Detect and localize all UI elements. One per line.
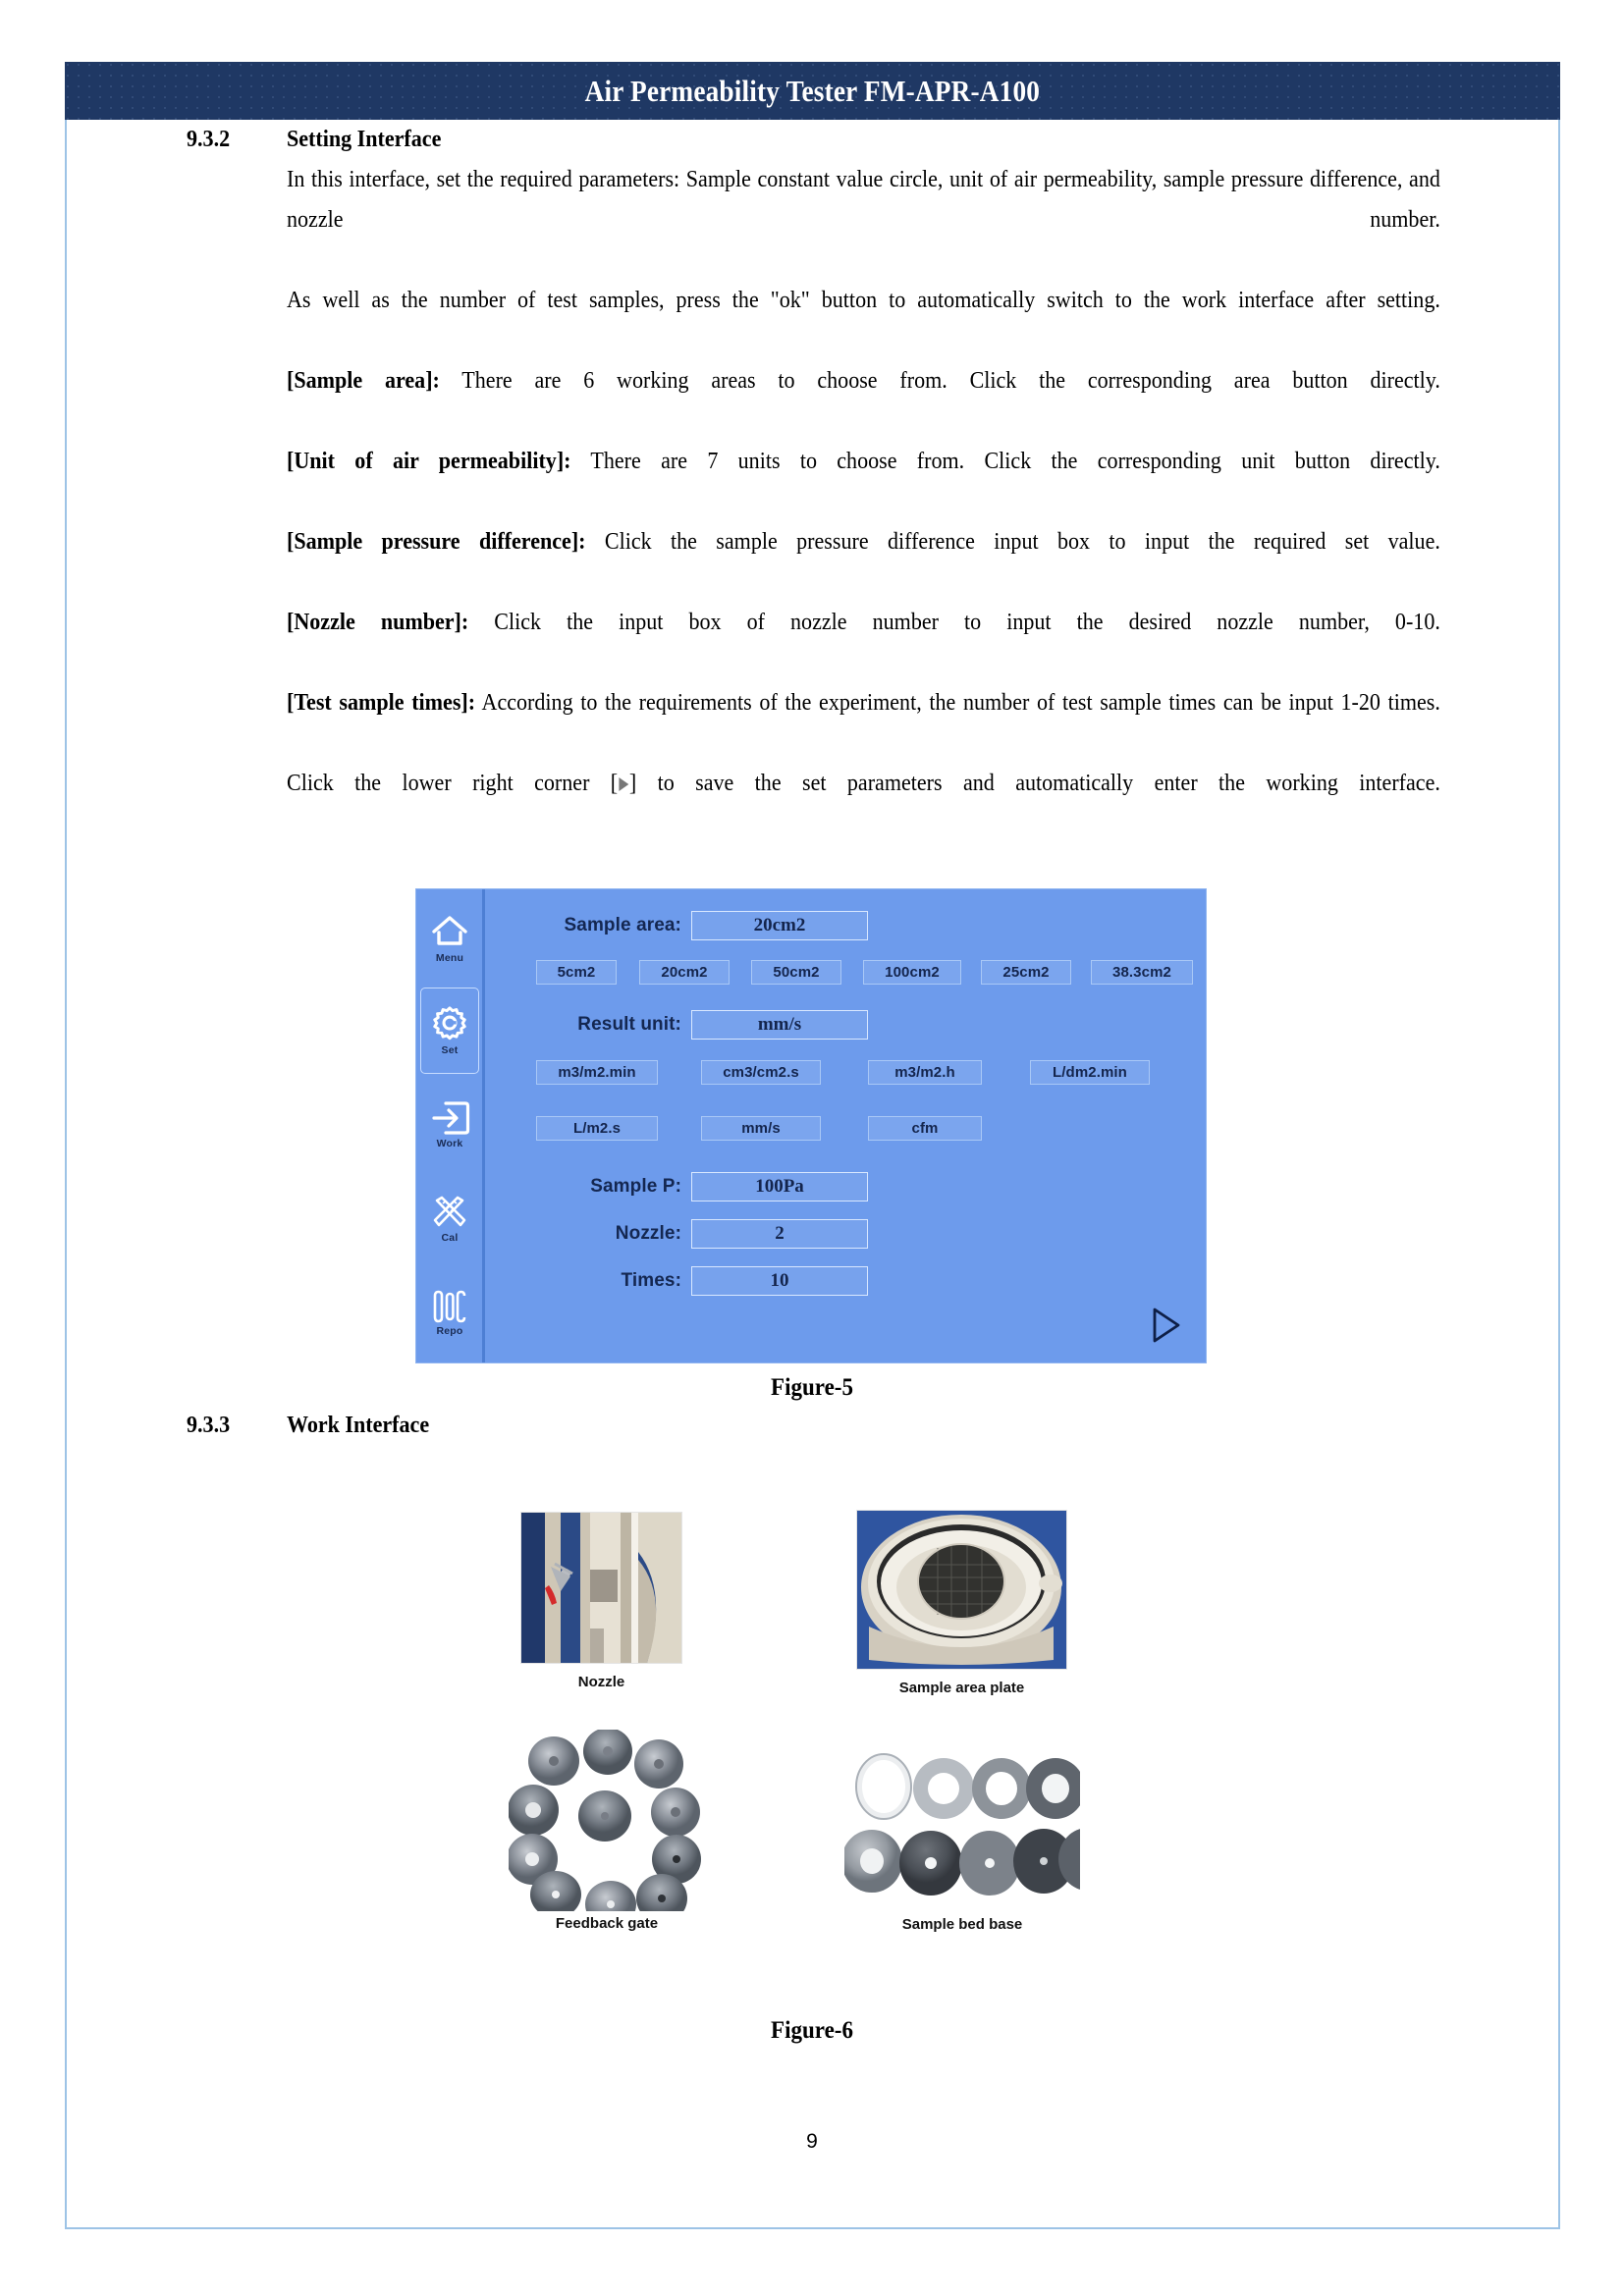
paragraph-sample-area — [287, 360, 1440, 441]
home-icon — [430, 913, 469, 950]
nozzle-row — [485, 1219, 976, 1249]
photo-nozzle-image — [520, 1512, 682, 1664]
page-header-banner — [65, 62, 1560, 120]
term-test-sample-times: [Test sample times]: — [287, 689, 476, 716]
paragraph-ok-button: As well as the number of test samples, press the "ok" button to automatically switch to the work interface after setting. — [287, 287, 1440, 313]
term-unit-air-permeability: [Unit of air permeability]: — [287, 448, 571, 474]
sidebar-label-repo: Repo — [436, 1325, 463, 1337]
photo-feedback-gate — [509, 1730, 705, 1932]
enter-work-interface-button[interactable] — [1143, 1306, 1188, 1349]
paragraph-test-sample-times — [287, 682, 1440, 763]
sample-pressure-row — [485, 1172, 976, 1201]
nozzle-label: Nozzle: — [615, 1223, 681, 1244]
device-sidebar — [416, 889, 485, 1362]
figure-6-caption: Figure-6 — [771, 2017, 853, 2044]
play-triangle-icon — [619, 777, 628, 791]
page-number: 9 — [806, 2130, 818, 2153]
sidebar-label-cal: Cal — [441, 1232, 459, 1244]
sample-pressure-label: Sample P: — [590, 1176, 681, 1197]
term-nozzle-number: [Nozzle number]: — [287, 609, 469, 635]
section-title: Setting Interface — [287, 126, 442, 152]
photo-sample-bed-base-caption: Sample bed base — [901, 1916, 1023, 1933]
sample-area-option-20cm2[interactable]: 20cm2 — [639, 960, 730, 985]
section-title: Work Interface — [287, 1412, 430, 1438]
save-text-pre: Click the lower right corner [ — [287, 770, 619, 796]
nozzle-value[interactable]: 2 — [691, 1219, 868, 1249]
term-test-sample-times-text: According to the requirements of the experiment, the number of test sample times can be input 1-20 times. — [475, 689, 1440, 716]
unit-option-cm3-cm2-s[interactable]: cm3/cm2.s — [701, 1060, 821, 1085]
sample-area-option-5cm2[interactable]: 5cm2 — [536, 960, 617, 985]
device-setting-interface-screenshot — [415, 888, 1207, 1363]
times-row — [485, 1266, 976, 1296]
sidebar-item-cal[interactable] — [420, 1176, 479, 1262]
unit-option-l-m2-s[interactable]: L/m2.s — [536, 1116, 658, 1141]
photo-sample-bed-base — [844, 1745, 1080, 1933]
term-sample-area: [Sample area]: — [287, 367, 440, 394]
sample-area-value[interactable]: 20cm2 — [691, 911, 868, 940]
sample-area-option-50cm2[interactable]: 50cm2 — [751, 960, 841, 985]
photo-feedback-gate-image — [509, 1730, 705, 1911]
sidebar-item-repo[interactable] — [420, 1270, 479, 1357]
term-sample-area-text: There are 6 working areas to choose from. Click the corresponding area button directly. — [439, 367, 1440, 394]
crossed-pen-ruler-icon — [430, 1195, 469, 1230]
unit-option-l-dm2-min[interactable]: L/dm2.min — [1030, 1060, 1150, 1085]
sidebar-label-menu: Menu — [435, 952, 464, 964]
photo-sample-bed-base-image — [844, 1745, 1080, 1912]
term-sample-pressure-difference-text: Click the sample pressure difference input box to input the required set value. — [585, 528, 1440, 555]
photo-feedback-gate-caption: Feedback gate — [555, 1915, 659, 1932]
sample-area-label: Sample area: — [564, 915, 681, 935]
photo-sample-area-plate-caption: Sample area plate — [898, 1680, 1025, 1696]
unit-option-m3-m2-min[interactable]: m3/m2.min — [536, 1060, 658, 1085]
sample-area-option-100cm2[interactable]: 100cm2 — [863, 960, 961, 985]
sample-area-option-38-3cm2[interactable]: 38.3cm2 — [1091, 960, 1193, 985]
sample-area-row — [485, 911, 976, 940]
result-unit-label: Result unit: — [577, 1014, 681, 1035]
photo-sample-area-plate-image — [856, 1510, 1067, 1670]
term-unit-air-permeability-text: There are 7 units to choose from. Click the corresponding unit button directly. — [570, 448, 1440, 474]
gear-icon — [430, 1005, 469, 1042]
term-sample-pressure-difference: [Sample pressure difference]: — [287, 528, 586, 555]
sample-area-option-25cm2[interactable]: 25cm2 — [981, 960, 1071, 985]
document-body — [0, 120, 1624, 843]
paragraph-save-and-enter — [287, 763, 1440, 843]
sidebar-item-menu[interactable] — [420, 895, 479, 982]
section-prose — [287, 159, 1440, 843]
bar-chart-icon — [429, 1290, 470, 1323]
paragraph-intro: In this interface, set the required parameters: Sample constant value circle, unit of air permeability, sample pressure difference, and nozzle number. — [287, 166, 1440, 233]
result-unit-value[interactable]: mm/s — [691, 1010, 868, 1040]
section-heading-9-3-3 — [0, 1406, 445, 1445]
sidebar-label-set: Set — [441, 1044, 459, 1056]
term-nozzle-number-text: Click the input box of nozzle number to input the desired nozzle number, 0-10. — [468, 609, 1440, 635]
paragraph-sample-pressure-difference — [287, 521, 1440, 602]
paragraph-nozzle-number — [287, 602, 1440, 682]
times-value[interactable]: 10 — [691, 1266, 868, 1296]
photo-nozzle — [520, 1512, 682, 1690]
page-title: Air Permeability Tester FM-APR-A100 — [584, 73, 1041, 108]
arrow-into-box-icon — [429, 1100, 470, 1136]
result-unit-row — [485, 1010, 976, 1040]
device-settings-form — [485, 889, 1206, 1362]
paragraph-unit-of-air-permeability — [287, 441, 1440, 521]
times-label: Times: — [621, 1270, 681, 1291]
unit-option-mm-s[interactable]: mm/s — [701, 1116, 821, 1141]
unit-option-cfm[interactable]: cfm — [868, 1116, 982, 1141]
play-triangle-icon — [1147, 1306, 1184, 1350]
figure-5-caption: Figure-5 — [771, 1374, 853, 1401]
section-number: 9.3.3 — [187, 1412, 231, 1438]
unit-option-m3-m2-h[interactable]: m3/m2.h — [868, 1060, 982, 1085]
sidebar-item-work[interactable] — [420, 1082, 479, 1168]
photo-nozzle-caption: Nozzle — [577, 1674, 625, 1690]
section-heading-9-3-2 — [0, 120, 1624, 159]
sample-pressure-value[interactable]: 100Pa — [691, 1172, 868, 1201]
sidebar-item-set[interactable] — [420, 988, 479, 1074]
save-text-post: ] to save the set parameters and automatically enter the working interface. — [628, 770, 1440, 796]
photo-sample-area-plate — [856, 1510, 1067, 1696]
sidebar-label-work: Work — [436, 1138, 463, 1149]
section-number: 9.3.2 — [187, 126, 231, 152]
